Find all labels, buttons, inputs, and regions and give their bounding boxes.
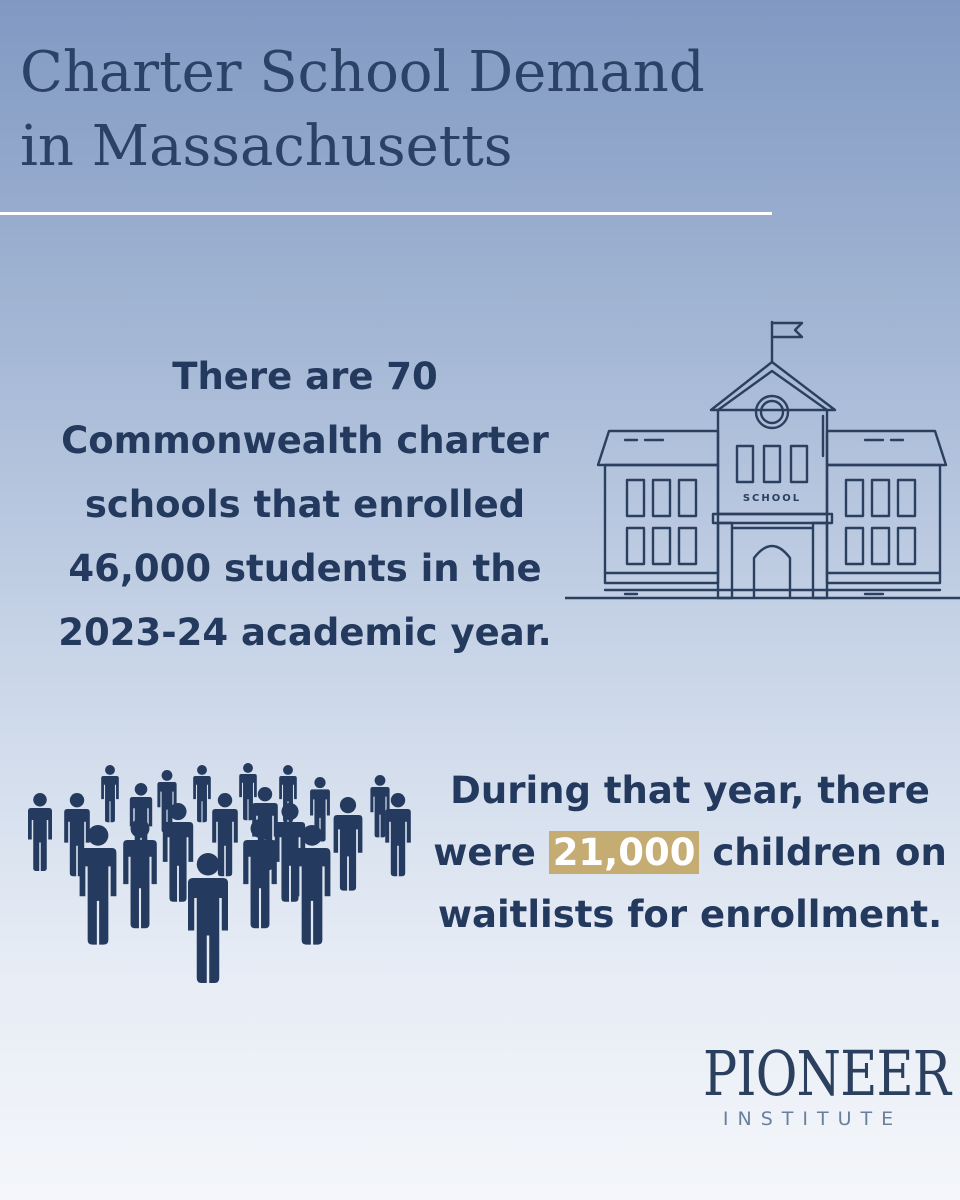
waitlist-statement xyxy=(425,760,955,946)
waitlist-line-3: waitlists for enrollment. xyxy=(437,893,943,936)
person-figure xyxy=(294,825,331,945)
person-figure xyxy=(28,793,52,871)
crowd-icon xyxy=(20,755,420,1005)
school-building-icon xyxy=(565,318,960,608)
person-figure xyxy=(80,825,117,945)
school-sign-text: SCHOOL xyxy=(742,493,802,504)
waitlist-line-2-end: children on xyxy=(699,831,947,874)
title-divider xyxy=(0,212,772,215)
waitlist-line-1: During that year, there xyxy=(450,769,930,812)
waitlist-line-2 xyxy=(425,822,955,884)
page-title xyxy=(20,36,820,184)
person-figure xyxy=(101,765,119,822)
enrollment-line-5: 2023-24 academic year. xyxy=(58,611,552,654)
title-line-2: in Massachusetts xyxy=(20,114,513,179)
enrollment-statement xyxy=(20,345,590,665)
logo-name: PIONEER xyxy=(703,1037,951,1110)
enrollment-line-2: Commonwealth charter xyxy=(61,419,549,462)
waitlist-line-2-start: were xyxy=(433,831,549,874)
person-figure xyxy=(193,765,211,822)
enrollment-line-1: There are 70 xyxy=(172,355,438,398)
title-line-1: Charter School Demand xyxy=(20,40,705,105)
person-figure xyxy=(123,819,157,928)
pioneer-institute-logo xyxy=(680,1037,951,1130)
enrollment-line-3: schools that enrolled xyxy=(84,483,526,526)
enrollment-line-4: 46,000 students in the xyxy=(68,547,542,590)
logo-subtitle: INSTITUTE xyxy=(722,1108,903,1130)
person-figure xyxy=(334,797,363,891)
waitlist-count-highlight: 21,000 xyxy=(549,831,700,874)
